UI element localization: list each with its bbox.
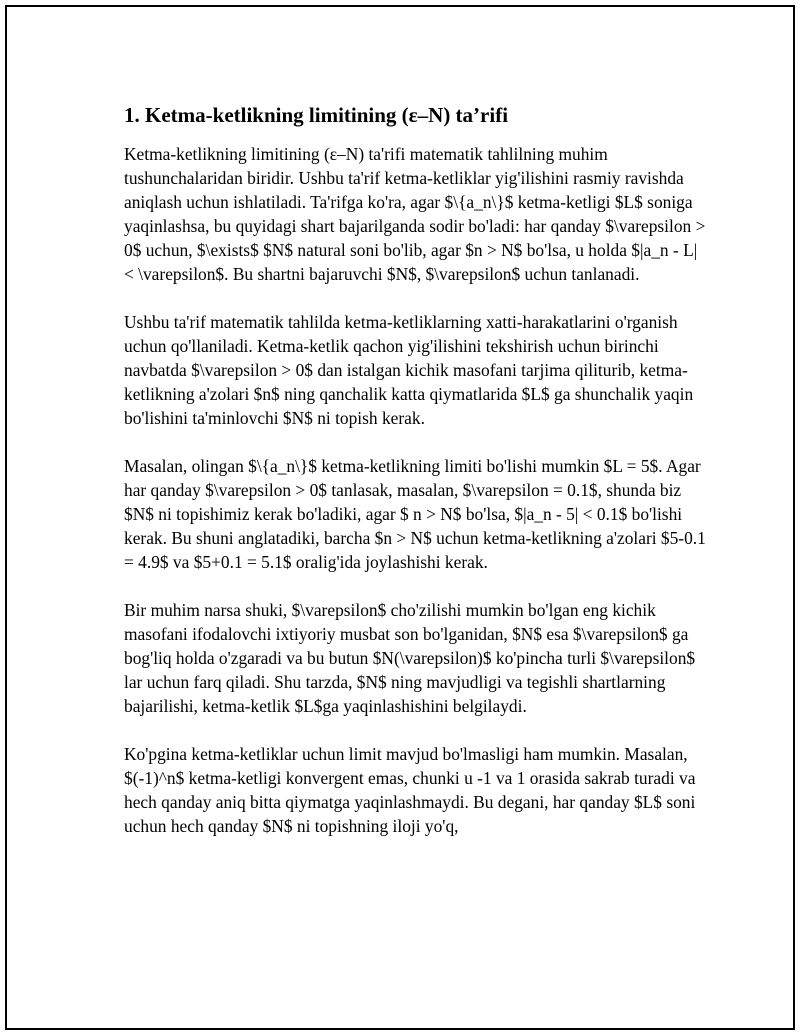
paragraph-application: Ushbu ta'rif matematik tahlilda ketma-ketliklarning xatti-harakatlarini o'rganish uchun qo'llaniladi. Ketma-ketlik qachon yig'ilishini tekshirish uchun birinchi navbatda $\varepsilon > 0$ dan istalgan kichik masofani tarjima qiliturib, ketma-ketlikning a'zolari $n$ ning qanchalik katta qiymatlarida $L$ ga shunchalik yaqin bo'lishini ta'minlovchi $N$ ni topish kerak. bbox=[124, 312, 694, 428]
page-frame bbox=[5, 5, 795, 1030]
paragraph-epsilon-note: Bir muhim narsa shuki, $\varepsilon$ cho'zilishi mumkin bo'lgan eng kichik masofani ifodalovchi ixtiyoriy musbat son bo'lganidan, $N$ esa $\varepsilon$ ga bog'liq holda o'zgaradi va bu butun $N(\varepsilon)$ ko'pincha turli $\varepsilon$ lar uchun farq qiladi. Shu tarzda, $N$ ning mavjudligi va tegishli shartlarning bajarilishi, ketma-ketlik $L$ga yaqinlashishini belgilaydi. bbox=[124, 600, 696, 716]
section-title: 1. Ketma-ketlikning limitining (ε–N) ta’rifi bbox=[124, 103, 509, 127]
document-body bbox=[124, 102, 706, 862]
paragraph-divergent: Ko'pgina ketma-ketliklar uchun limit mavjud bo'lmasligi ham mumkin. Masalan, $(-1)^n$ ketma-ketligi konvergent emas, chunki u -1 va 1 orasida sakrab turadi va hech qanday aniq bitta qiymatga yaqinlashmaydi. Bu degani, har qanday $L$ soni uchun hech qanday $N$ ni topishning iloji yo'q, bbox=[124, 744, 696, 836]
paragraph-example: Masalan, olingan $\{a_n\}$ ketma-ketlikning limiti bo'lishi mumkin $L = 5$. Agar har qanday $\varepsilon > 0$ tanlasak, masalan, $\varepsilon = 0.1$, shunda biz $N$ ni topishimiz kerak bo'ladiki, agar $ n > N$ bo'lsa, $|a_n - 5| < 0.1$ bo'lishi kerak. Bu shuni anglatadiki, barcha $n > N$ uchun ketma-ketlikning a'zolari $5-0.1 = 4.9$ va $5+0.1 = 5.1$ oralig'ida joylashishi kerak. bbox=[124, 456, 706, 572]
paragraph-definition: Ketma-ketlikning limitining (ε–N) ta'rifi matematik tahlilning muhim tushunchalaridan biridir. Ushbu ta'rif ketma-ketliklar yig'ilishini rasmiy ravishda aniqlash uchun ishlatiladi. Ta'rifga ko'ra, agar $\{a_n\}$ ketma-ketligi $L$ soniga yaqinlashsa, bu quyidagi shart bajarilganda sodir bo'ladi: har qanday $\varepsilon > 0$ uchun, $\exists$ $N$ natural soni bo'lib, agar $n > N$ bo'lsa, u holda $|a_n - L| < \varepsilon$. Bu shartni bajaruvchi $N$, $\varepsilon$ uchun tanlanadi. bbox=[124, 144, 706, 284]
